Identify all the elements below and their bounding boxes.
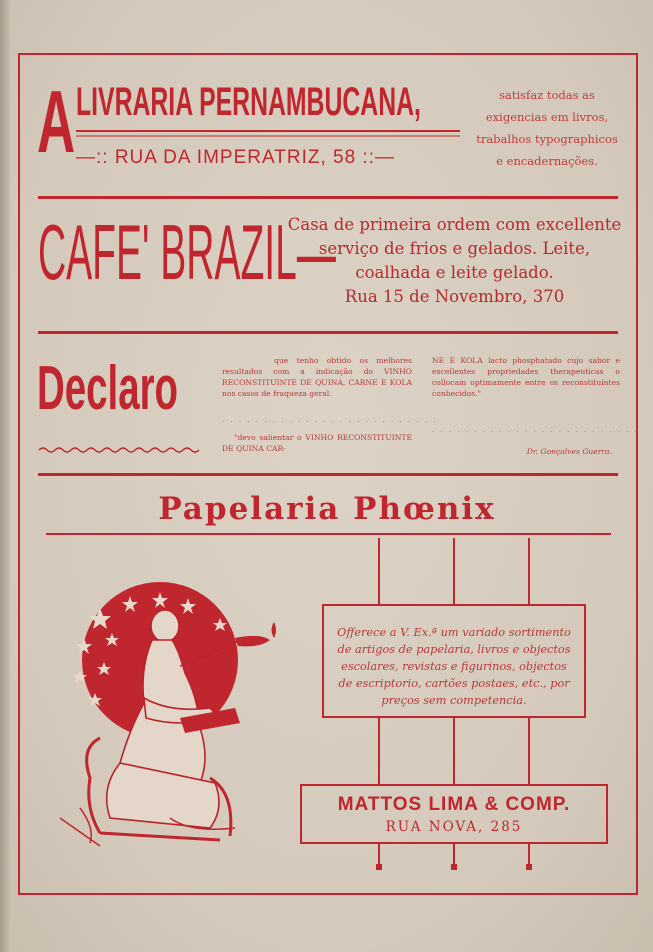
declaro-column-3: NE E KOLA lacto phosphatado cujo sabor e excellentes propriedades therapeuticas o collocam optimamente entre os reconstituintes conhecidos." [432,356,620,398]
cafe-description [282,213,627,309]
papelaria-title-rule [46,533,611,535]
declaro-dotted-separator-1: . . . . . . . . . . . . . . . . . . . . . . . . . . [222,416,438,424]
connector-line [378,718,380,784]
connector-line [378,844,380,866]
declaro-wavy-underline [39,446,204,454]
cafe-description-text: Casa de primeira ordem com excellente serviço de frios e gelados. Leite, coalhada e leite gelado. [287,215,622,282]
section-divider-1 [38,196,618,199]
connector-line [453,718,455,784]
livraria-description: satisfaz todas as exigencias em livros, trabalhos typographicos e encadernações. [476,88,618,168]
page-spine-shadow [0,0,10,952]
cafe-title: CAFE' BRAZIL— [38,208,336,296]
connector-end-dot [376,864,382,870]
livraria-underline-ornament [76,128,462,142]
papelaria-title: Papelaria Phœnix [158,491,496,527]
declaro-column-2: "devo salientar o VINHO RECONSTITUINTE DE QUINA CAR- [222,433,412,453]
connector-line [528,844,530,866]
section-divider-3 [38,473,618,476]
connector-line [528,538,530,604]
cafe-address: Rua 15 de Novembro, 370 [344,287,565,306]
connector-end-dot [451,864,457,870]
declaro-title: Declaro [37,354,179,423]
declaro-signature: Dr. Gonçalves Guerra. [526,447,612,456]
papelaria-offer-box [322,604,586,718]
company-box [300,784,608,844]
woman-with-lamp-illustration [60,578,290,848]
livraria-initial: A [37,72,76,171]
livraria-name: LIVRARIA PERNAMBUCANA, [76,80,421,124]
connector-end-dot [526,864,532,870]
connector-line [453,844,455,866]
declaro-dotted-separator-2: . . . . . . . . . . . . . . . . . . . . . . . . . [432,426,640,434]
declaro-column-1: que tenho obtido os melhores resultados com a indicação do VINHO RECONSTITUINTE DE QUINA, CARNE E KOLA nos casos de fraqueza geral. [222,356,412,398]
livraria-address: —:: RUA DA IMPERATRIZ, 58 ::— [76,147,395,168]
company-address: RUA NOVA, 285 [385,819,523,835]
company-name: MATTOS LIMA & COMP. [337,794,571,815]
connector-line [453,538,455,604]
papelaria-offer-text: Offerece a V. Ex.ª um variado sortimento de artigos de papelaria, livros e objectos escolares, revistas e figurinos, objectos de escriptorio, cartões postaes, etc., por preços sem competencia. [337,626,571,707]
connector-line [528,718,530,784]
connector-line [378,538,380,604]
section-divider-2 [38,331,618,334]
